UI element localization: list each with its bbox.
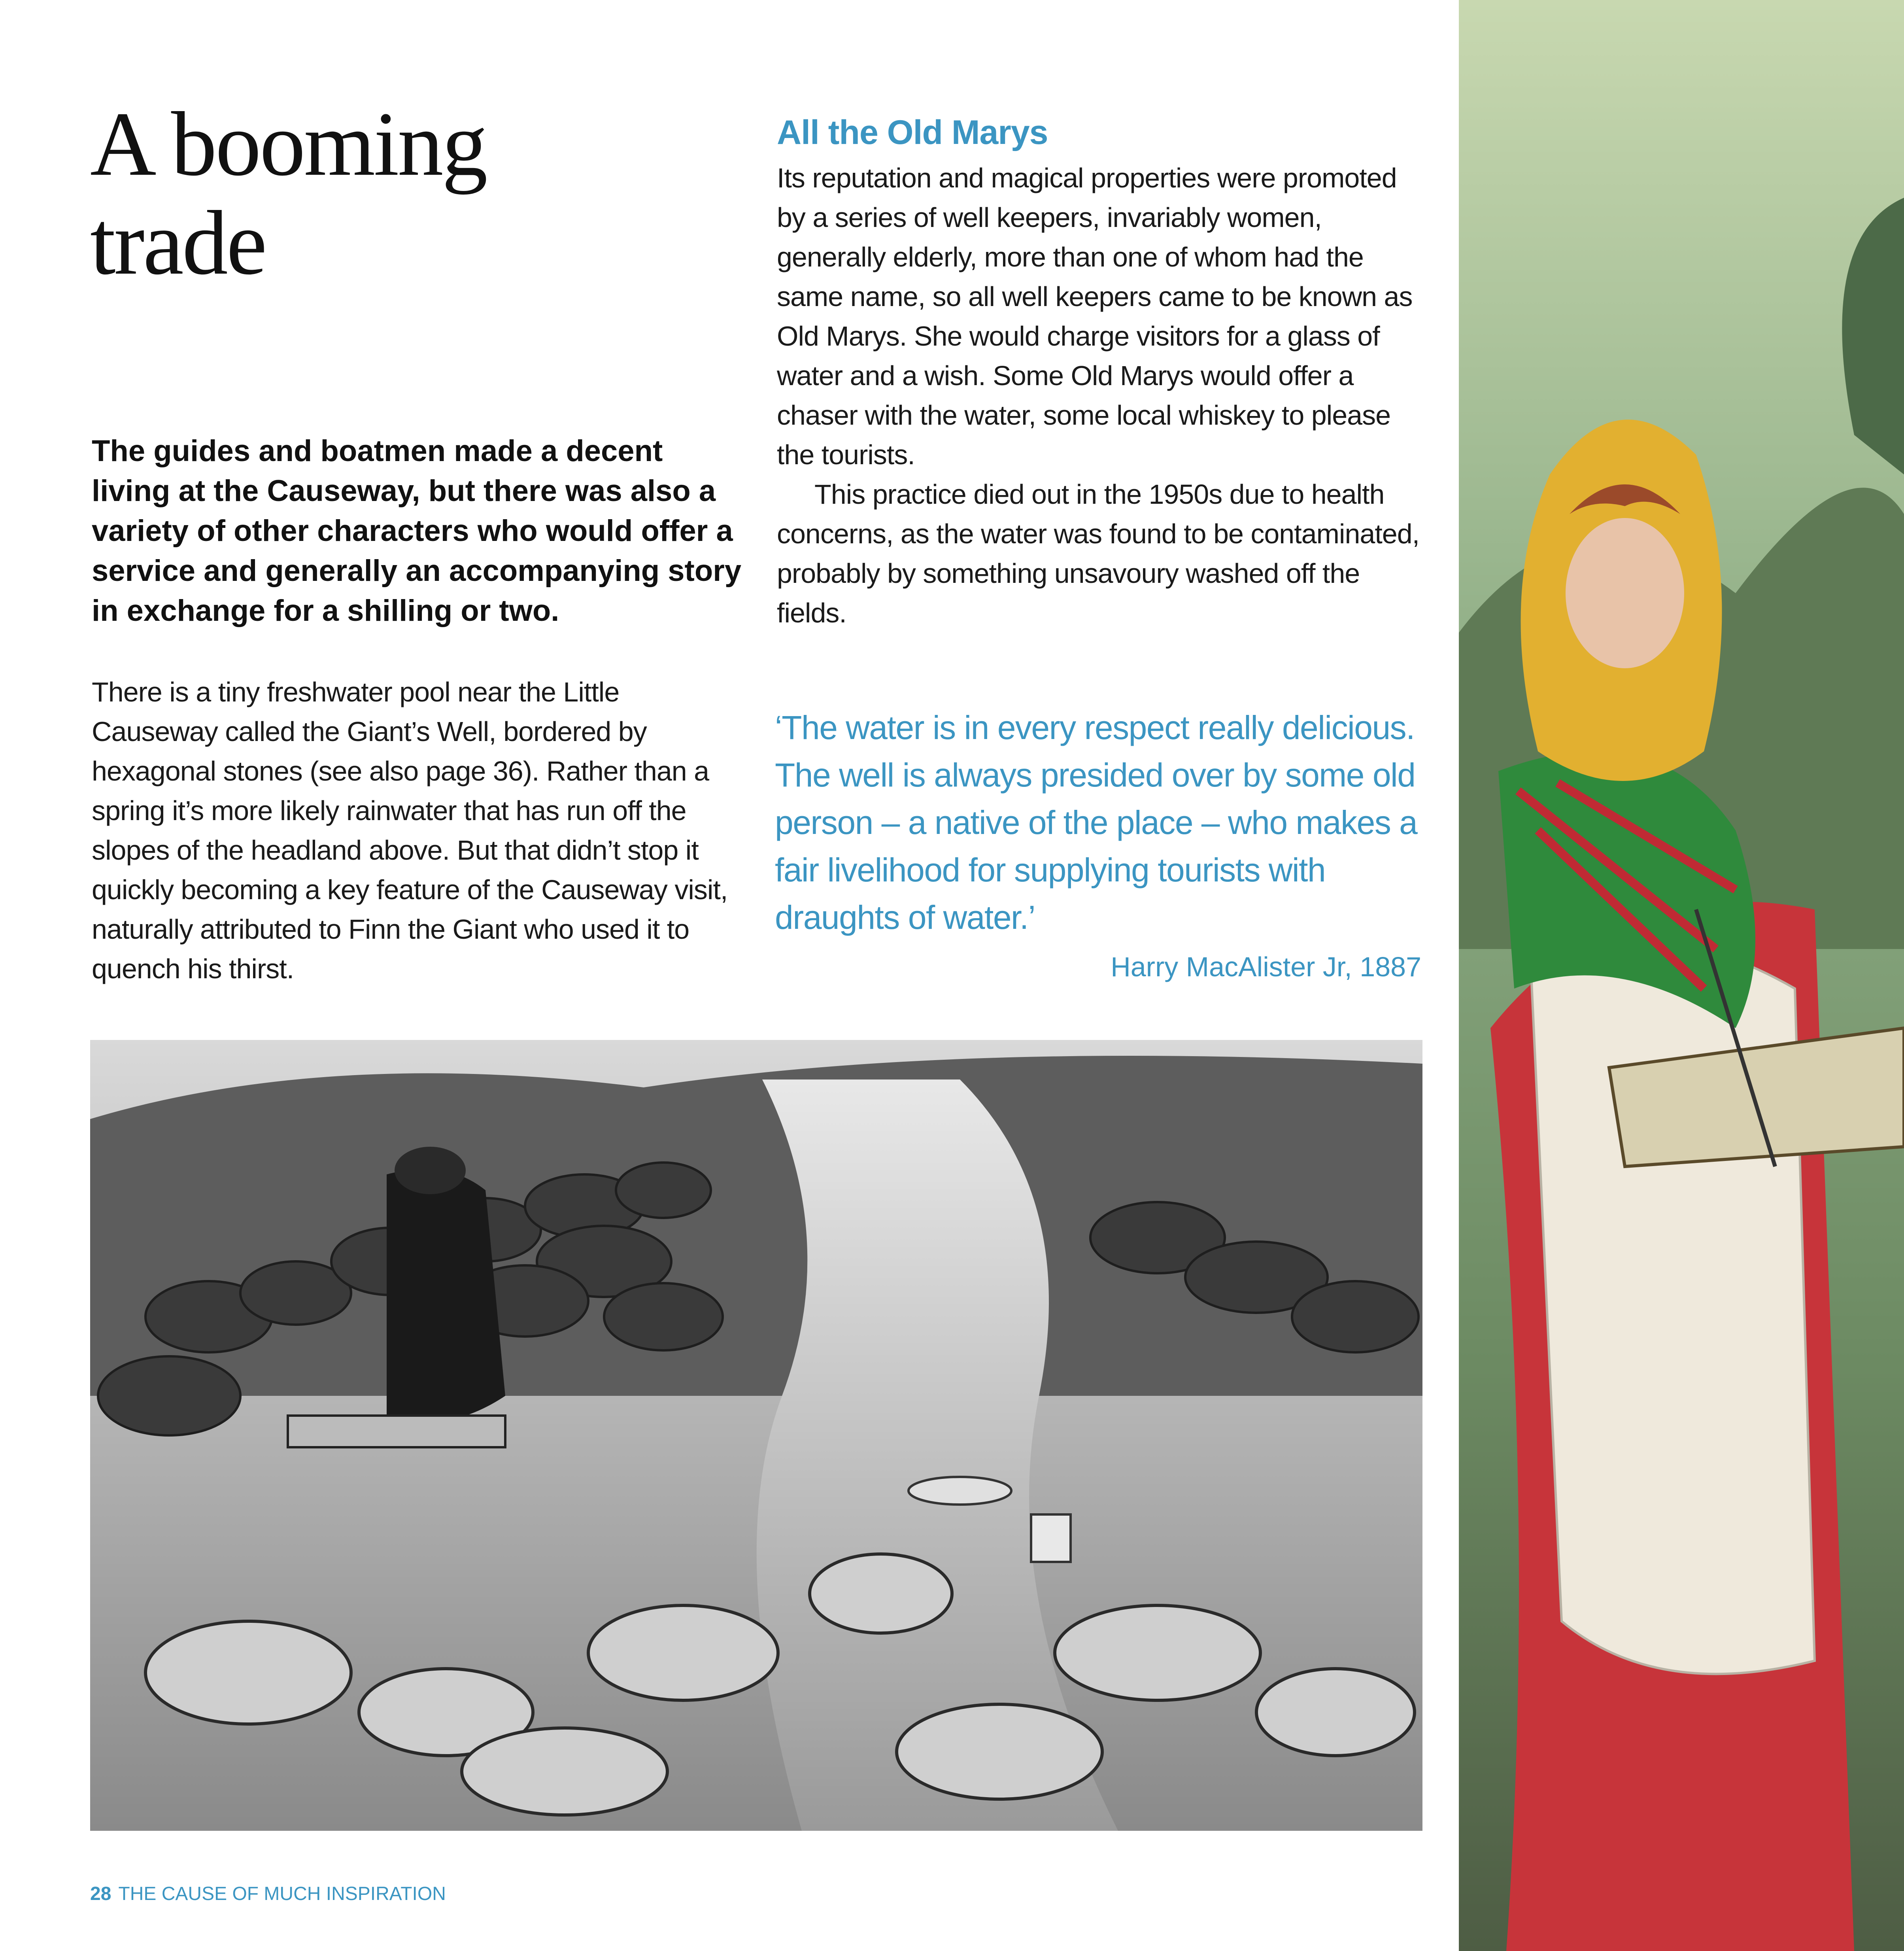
page-footer [90,1882,446,1906]
page-title [90,95,486,293]
paragraph: Its reputation and magical properties were promoted by a series of well keepers, invariably women, generally elderly, more than one of whom had the same name, so all well keepers came to be known as Old Marys. She would charge visitors for a glass of water and a wish. Some Old Marys would offer a chaser with the water, some local whiskey to please the tourists. [777,163,1413,470]
intro-paragraph: The guides and boatmen made a decent living at the Causeway, but there was also a variety of other characters who would offer a service and generally an accompanying story in exchange for a shilling or two. [92,434,742,628]
paragraph: This practice died out in the 1950s due to health concerns, as the water was found to be contaminated, probably by something unsavoury washed off the fields. [777,479,1420,628]
title-line-1: A booming [90,93,486,195]
historic-photo [90,1040,1422,1831]
page-number: 28 [90,1883,111,1904]
title-line-2: trade [90,192,266,294]
photo-giants-well [90,1040,1422,1831]
illustration-woman-with-tray [1459,0,1904,1951]
section-heading: All the Old Marys [777,113,1048,151]
section-name: THE CAUSE OF MUCH INSPIRATION [118,1883,446,1904]
pull-quote: ‘The water is in every respect really delicious. The well is always presided over by some old person – a native of the place – who makes a fair livelihood for supplying tourists with draughts of water.’ [775,709,1417,936]
body-text-right [777,158,1425,633]
body-text-left: There is a tiny freshwater pool near the Little Causeway called the Giant’s Well, bordered by hexagonal stones (see also page 36). Rather than a spring it’s more likely rainwater that has run off the slopes of the headland above. But that didn’t stop it quickly becoming a key feature of the Causeway visit, naturally attributed to Finn the Giant who used it to quench his thirst. [92,677,728,984]
vintage-illustration [1459,0,1904,1951]
quote-attribution: Harry MacAlister Jr, 1887 [1111,951,1421,982]
